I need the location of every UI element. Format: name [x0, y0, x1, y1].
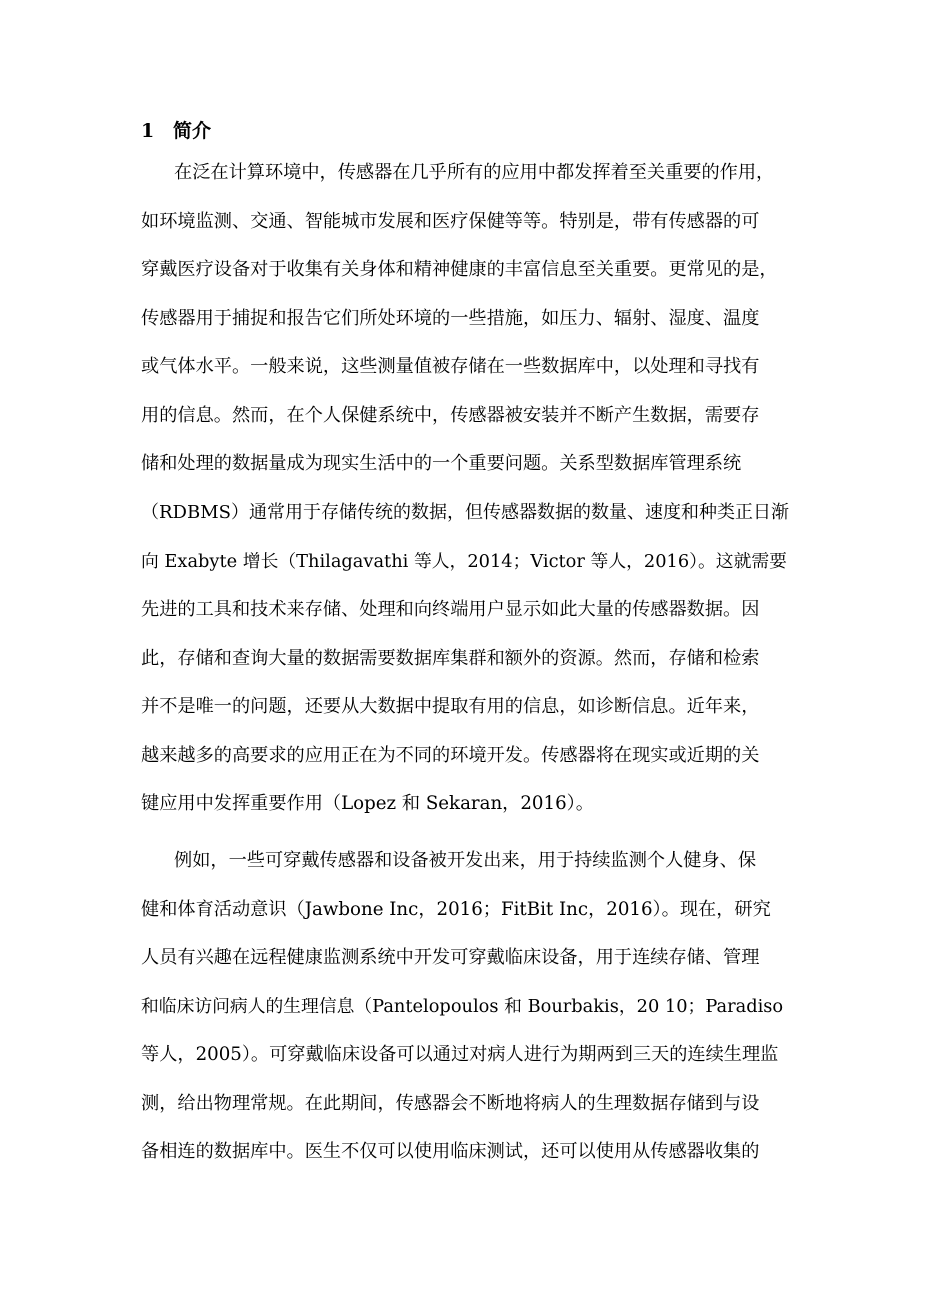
section-heading: [141, 118, 211, 144]
paragraph-1-line: 并不是唯一的问题，还要从大数据中提取有用的信息，如诊断信息。近年来，: [141, 696, 760, 717]
paragraph-1-line: 先进的工具和技术来存储、处理和向终端用户显示如此大量的传感器数据。因: [141, 599, 760, 620]
paragraph-1-line: 穿戴医疗设备对于收集有关身体和精神健康的丰富信息至关重要。更常见的是，: [141, 259, 778, 280]
paragraph-1-line: 或气体水平。一般来说，这些测量值被存储在一些数据库中，以处理和寻找有: [141, 356, 760, 377]
paragraph-1-line: 向 Exabyte 增长（Thilagavathi 等人，2014；Victor 等人，2016）。这就需要: [141, 551, 787, 572]
paragraph-2-line: 人员有兴趣在远程健康监测系统中开发可穿戴临床设备，用于连续存储、管理: [141, 947, 760, 968]
paragraph-2-line: 健和体育活动意识（Jawbone Inc，2016；FitBit Inc，2016）。现在，研究: [141, 899, 771, 920]
paragraph-1-line: 键应用中发挥重要作用（Lopez 和 Sekaran，2016）。: [141, 793, 594, 814]
paragraph-1-line: 传感器用于捕捉和报告它们所处环境的一些措施，如压力、辐射、湿度、温度: [141, 308, 760, 329]
paragraph-1-line: 如环境监测、交通、智能城市发展和医疗保健等等。特别是，带有传感器的可: [141, 211, 760, 232]
paragraph-1-line: 此，存储和查询大量的数据需要数据库集群和额外的资源。然而，存储和检索: [141, 648, 760, 669]
paragraph-1-line: 用的信息。然而，在个人保健系统中，传感器被安装并不断产生数据，需要存: [141, 405, 760, 426]
paragraph-1-line: （RDBMS）通常用于存储传统的数据，但传感器数据的数量、速度和种类正日渐: [141, 502, 789, 523]
paragraph-2-line: 例如，一些可穿戴传感器和设备被开发出来，用于持续监测个人健身、保: [174, 850, 757, 871]
paragraph-2-line: 等人，2005）。可穿戴临床设备可以通过对病人进行为期两到三天的连续生理监: [141, 1044, 779, 1065]
paragraph-1-line: 在泛在计算环境中，传感器在几乎所有的应用中都发挥着至关重要的作用，: [174, 162, 775, 183]
paragraph-1-line: 储和处理的数据量成为现实生活中的一个重要问题。关系型数据库管理系统: [141, 453, 742, 474]
section-number: 1: [141, 120, 155, 142]
paragraph-2-line: 和临床访问病人的生理信息（Pantelopoulos 和 Bourbakis，20 10；Paradiso: [141, 996, 784, 1017]
paragraph-1-line: 越来越多的高要求的应用正在为不同的环境开发。传感器将在现实或近期的关: [141, 745, 760, 766]
paragraph-2-line: 测，给出物理常规。在此期间，传感器会不断地将病人的生理数据存储到与设: [141, 1093, 760, 1114]
section-title: 简介: [173, 120, 212, 142]
paragraph-2-line: 备相连的数据库中。医生不仅可以使用临床测试，还可以使用从传感器收集的: [141, 1141, 760, 1162]
